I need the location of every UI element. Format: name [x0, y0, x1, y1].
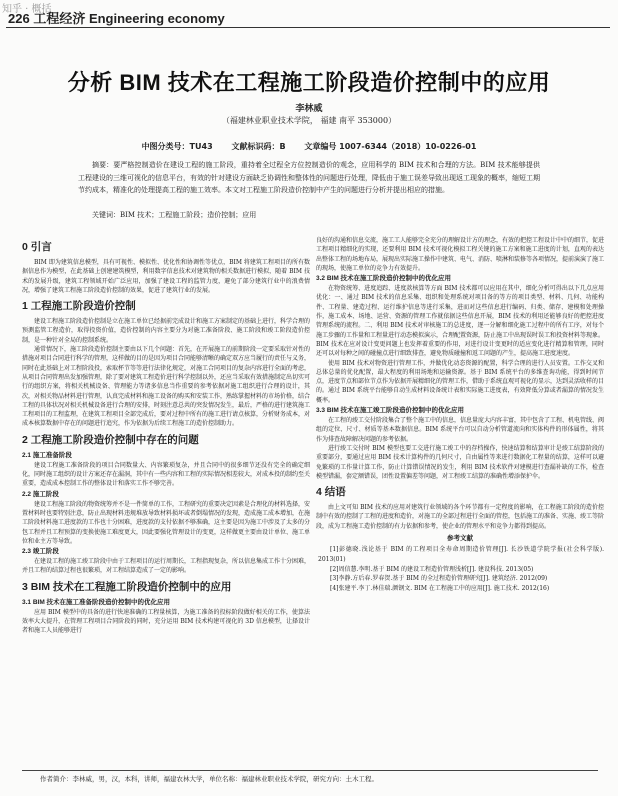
section-heading: 3 BIM 技术在工程施工阶段造价控制中的应用	[22, 580, 232, 593]
section-heading: 0 引言	[22, 241, 52, 253]
subsection-heading: 2.3 竣工阶段	[22, 548, 59, 556]
paragraph: 在工程的竣工交付阶段集合了整个施工中的信息，信息量庞大内容丰富，其中包含了工程、机电管线、阀组的定位、尺寸、材质等基本数据信息。BIM 系统平台可以自动分析管道流向和实体构件的形体属性，将其作为排查故障解决问题的参考依据。	[316, 417, 605, 443]
header-rule	[6, 27, 610, 28]
subsection-heading: 3.1 BIM 技术在施工准备阶段造价控制中的优化应用	[22, 598, 171, 606]
watermark: 知乎 · 概括	[2, 4, 52, 15]
paragraph: BIM 即为建筑信息模型，具有可视性、模拟性、优化性和协调性等优点，BIM 将建筑工程项目的所有数据信息作为模型，在此基础上创建建筑模型，利用数字信息技术对建筑物的相关数据进行模拟，随着 BIM 技术的发展升级，建筑工程领域开始广泛应用，加强了建设工程的监管力度，避免了部分建筑行业中的浪费情况，增强了建筑工程施工阶段造价控制的效果，促进了建筑行业的发展。	[22, 259, 310, 294]
paragraph: 建设工程施工阶段的物资统筹并不是一件简单的工作，工程研究的重要决定因素是合理化的材料选择，安置材料时也要特别注意，防止出现材料违规堆放导致材料损坏或者倒塌情况的发现，造成施工成本增加，在施工阶段材料施工进度款的工作也十分困难，进度款的支付依据不够准确，这主要是因为施工中涉及了太多的分包工程并且工程预算的变换使施工难度更大，因此要强化管理设计的变更，这样做更主要由设计单位、施工单位和业主方等导致。	[22, 500, 311, 545]
author-bio: 作者简介：李林威，男，汉，本科，讲师，福建农林大学，单位名称：福建林业职业技术学院，研究方向：土木工程。	[40, 775, 378, 783]
paragraph: 进行竣工交付时 BIM 模型也要工交进行施工竣工中的存档操作，快速结算和结算审计是竣工结算阶段的重要部分，要通过应用 BIM 技术计算构件的几何尺寸，自由属性等来进行数据化工程量的结算，这样可以避免繁琐的工作量计算工作，防止计算错误情况的发生，利用 BIM 技术软件对建模进行查漏补缺的工作，检查模型错漏，套定额错误，团性设置偏差等问题，对工程竣工结算的准确性增添保护伞。	[316, 444, 604, 480]
references-title: 参考文献	[447, 534, 473, 543]
footer-rule	[22, 770, 598, 771]
subsection-heading: 2.1 施工准备阶段	[22, 451, 72, 459]
abstract: 摘要：要严格控制造价在建设工程的施工阶段，重持着全过程全方位控制造价的观念，应用科学的 BIM 技术和合理的方法。BIM 技术能够提供工程建设的三维可视化的信息平台，有效的针对建设方面缺乏协调性和整体性的问题进行处理，降低由于施工误差导致出现返工现象的概率，缩短工期节约成本，精准化的处理提高工程的施工效率。本文对工程施工阶段造价控制中产生的问题进行分析并提出相应的措施。	[78, 161, 540, 195]
reference-item: [1]彭德晓.浅论基于 BIM 的工程项目全寿命周期造价管理[J]. 长沙铁道学院学报(社会科学版). 2013(01)	[318, 546, 604, 563]
clc-number: 中图分类号：TU43	[141, 142, 213, 151]
right-column	[316, 236, 604, 593]
paragraph: 建设工程施工准备阶段的项目合同数量大、内容繁琐复杂，并且合同中的很多细节还没有完全的确定细化，同时施工组织的设计方案还存在漏洞，其中有一些内容和工程的实际情况相差较大，对成本投的制约至关重要，造成成本控制工作的整体设计和落实工作不够完善。	[22, 461, 311, 488]
paragraph: 在物资统筹、进度追踪、进度款核算等方面 BIM 技术都可以应用在其中，细化分析可得出以下几点应用优化：一、通过 BIM 技术的信息采集、组织和处理系统对项目备的等方的项目类型、材料、几何、功能构件、工程量、建造过程、运行维护信息等进行采集，进而对这些信息进行编码、归类、储存、建模和处理操作，施工成本、场地、运营、资源的管理工作就依据这些信息开展，BIM 技术的利用还能够良好的把控进度管理系统的流程。二、利用 BIM 技术对审核施工的总进度，逐一分解和细化施工过程中的所有工序，对每个施工步骤的工作量和工程量进行动态模拟演示，合理配置资源，防止施工中出现误时误工和投资材料等现象。BIM 技术在应对设计变更问题上也发挥着重要的作用，对进行设计变更时的适应变化进行精算和管理，同时还可以对每种之间的碰撞点进行细致排查，避免物质碰撞和返工问题的产生，提高施工进度速度。	[316, 285, 605, 358]
affiliation: （福建林业职业技术学院， 福建 南平 353000）	[221, 116, 397, 125]
subsection-heading: 3.2 BIM 技术在施工阶段造价控制中的优化应用	[316, 275, 452, 283]
section-heading: 1 工程施工阶段造价控制	[22, 300, 136, 313]
paper-title: 分析 BIM 技术在工程施工阶段造价控制中的应用	[67, 70, 551, 95]
paragraph: 良好的沟通和信息交流，施工工人能够完全充分的理解设计方的理念，有效的把控工程设计中中的细节，促进工程项目精细化的实现，还要利用 BIM 技术可视化模拟工程关键的施工方案和施工进度的计划，直观的表达出整体工程的场地布局，展现出实际施工操作中建筑、电气、消防、喷淋和装修等各项情况，提前演演了施工的现场，使施工单位的竞争力有效提升。	[316, 237, 605, 272]
subsection-heading: 3.3 BIM 技术在施工竣工阶段造价控制中的优化应用	[316, 407, 465, 415]
subsection-heading: 2.2 施工阶段	[22, 490, 59, 498]
page-header	[8, 8, 225, 27]
classification-line	[0, 141, 618, 152]
paragraph: 通常情况下，施工阶段造价控制主要由以下几个问题：首先，在开展施工的前期阶段一定要采取针对性的措施对项目合同进行科学的管理，这样做的目的是因为项目合同能够清晰的确定双方应当履行的责任与义务，同时在此基础上对工程阶段投，索取杯节等等进行法律化规定，对施工合同项目的复杂内容进行全面的考虑，从项目合同管理出发加强管理，除了要对建筑工程造价进行科学控制以外，还应当采取有效措施制定出切实可行的组织方案，将相关机械设备、管理能力等诸多信息当作重要的参考依据对施工组织进行合理的设计，其次，对相关物品材料进行管理，认真完成材料和施工设备的购买和安装工作，熟练掌握材料的市场价格，结合工程的具体状况对相关机械设备进行合理的安排，时刻注意总共的突发情况发生，最后，严格的进行建筑施工工程项目的工程监理，在建筑工程项目全部完成后，要对过程中所有的施工进行请点核算，分析财务成本，对成本核算数据中存在的问题进行追究，作为依据为后续工程施工的造价控制助力。	[22, 346, 311, 428]
page-number: 226	[8, 11, 30, 26]
section-heading: 2 工程施工阶段造价控制中存在的问题	[22, 433, 199, 446]
keywords: 关键词：BIM 技术；工程施工阶段；造价控制；应用	[92, 211, 257, 219]
paragraph: 使用 BIM 技术对物资进行管理工作，并做优化动态资源的配置，科学合理的进行人员安置。工作交叉和总体总量的优化配置，最大程度的利用场地和运输资源。基于 BIM 系统平台的多维查询功能，得到时间节点，进度节点和部位节点作为依据开展精细化的管理工作，借助于系统直观可视化的显示，达到灵活收样的目的。通过 BIM 系统平台能够自动生成材料设备统计表和实际施工进度表，有效降低分算或者漏算的情况发生概率。	[316, 359, 605, 404]
reference-item: [4]张建平.李丁.林佳瑞.颜钢文. BIM 在工程施工中的应用[J]. 施工技术. 2012(16)	[330, 584, 550, 592]
reference-item: [3]李静.方后春.罗春贺.基于 BIM 的全过程造价管理研究[J]. 建筑经济. 2012(09)	[330, 575, 548, 583]
paragraph: 由上文可知 BIM 技术的应用对建筑行业领域的各个环节都有一定程度的影响，在工程施工阶段的造价控制中有效的控制了工程的进度和造价，对施工的全部过程进行全面的管控，包括施工的准备、实施、竣工等阶段，成为工程施工造价控制的有力依据和参考，使企业的管理水平和竞争力都得到提高。	[316, 504, 605, 530]
section-heading: 4 结语	[316, 486, 346, 499]
paragraph: 应用 BIM 模型中的具备的进行快速准确的工程量核算，为施工准备的投标阶段做好相关的工作，使算法效率大大提升，在管理工程项目合同阶段的同时，充分运用 BIM 技术构建可视化的 3D 信息模型，让择设计者和施工人员能够进行	[22, 608, 310, 635]
author: 李林威	[295, 104, 323, 114]
paragraph: 建设工程施工阶段造价控制是立在施工单位已经据前完成设计和施工方案制定的基础上进行，科学合理的预测监管工程造价，取得投资价值，造价控制的内容主要分为对施工准备阶段、施工阶段和竣工阶段造价控制，是一种针对全局的控制系统。	[22, 318, 311, 344]
left-column	[22, 236, 310, 636]
reference-item: [2]周信慧.李明.基于 BIM 的建设工程造价管理浅析[J]. 建设科技. 2013(05)	[330, 565, 534, 573]
paragraph: 在建设工程的施工竣工阶段中由于工程项目的运行周期长，工程指现复杂，所以信息集成工作十分困难，并且工程的结算过程也很繁琐，对工程结算造成了一定的影响。	[22, 558, 311, 575]
article-number: 文章编号 1007-6344（2018）10-0226-01	[304, 142, 477, 151]
journal-name: 工程经济 Engineering economy	[33, 11, 225, 26]
document-code: 文献标识码：B	[231, 142, 286, 151]
